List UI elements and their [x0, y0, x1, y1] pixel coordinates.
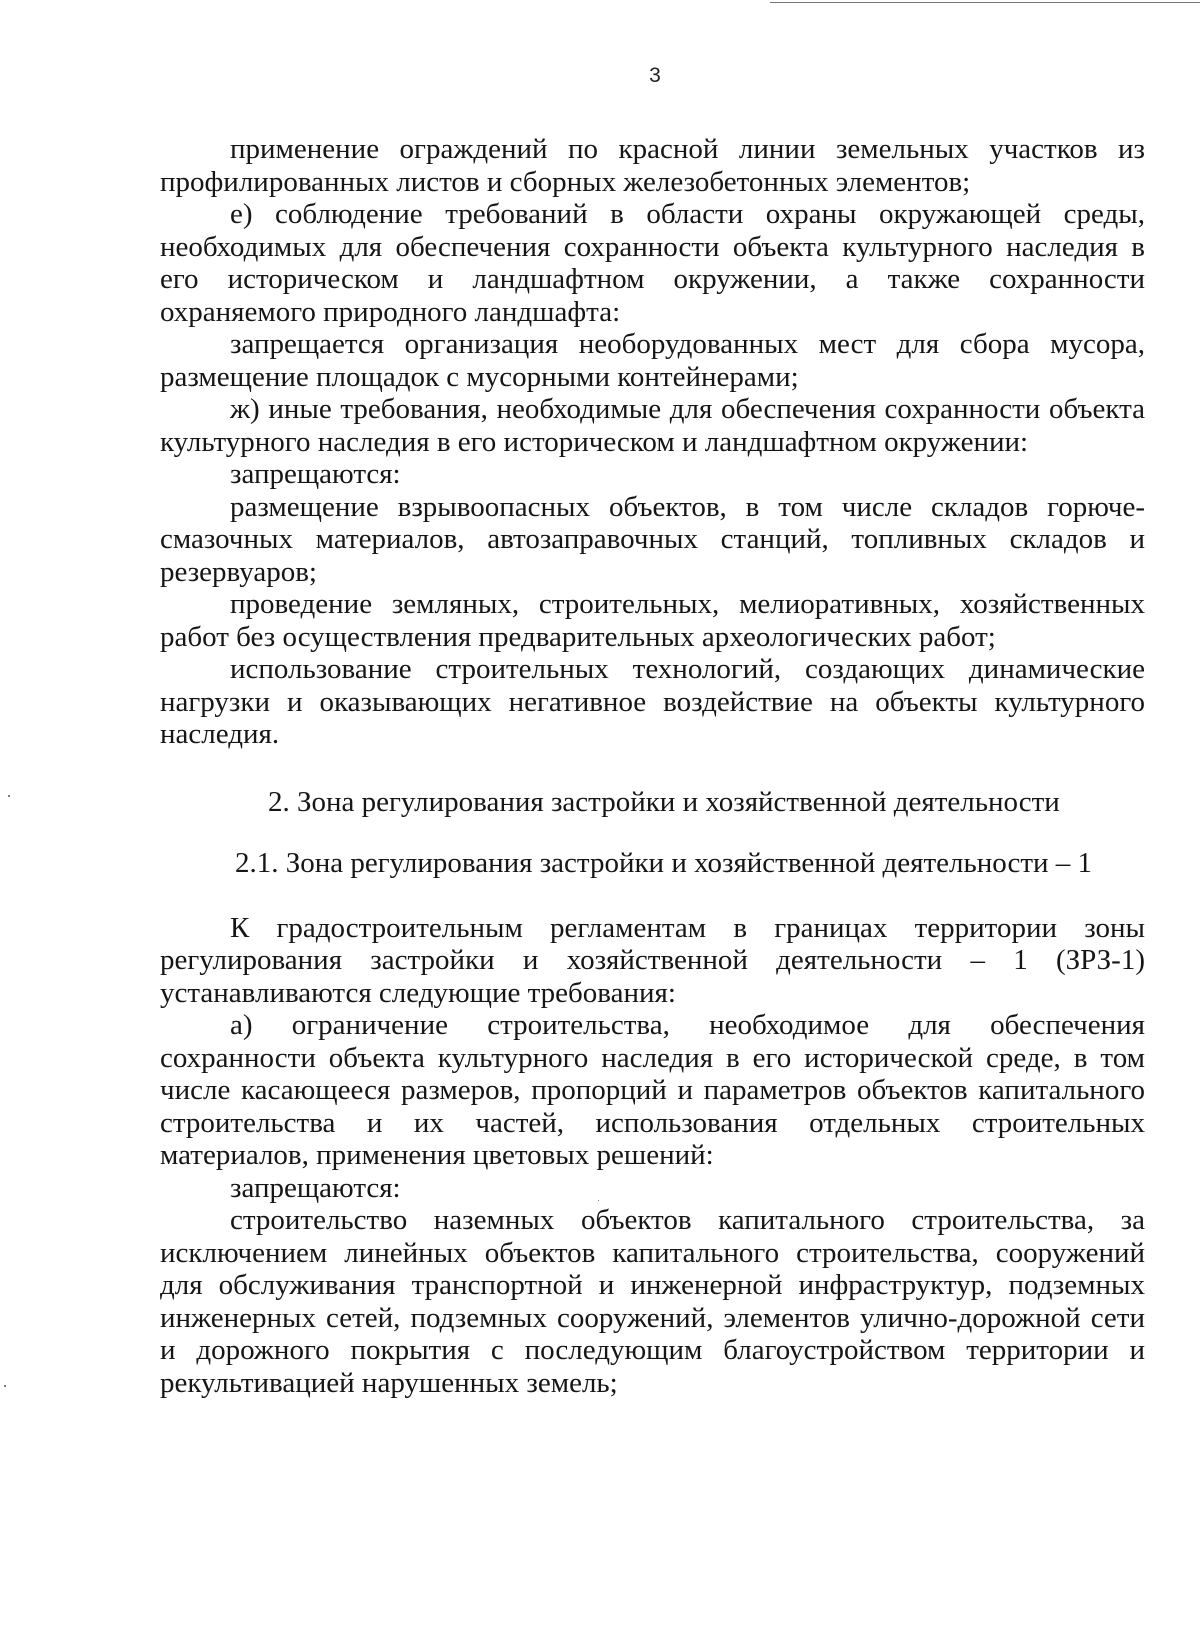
- section-heading-2: 2. Зона регулирования застройки и хозяйственной деятельности: [268, 785, 1060, 818]
- scan-speck: [4, 1385, 6, 1387]
- paragraph-ground-construction: строительство наземных объектов капитального строительства, за исключением линейных объектов капитального строительства, сооружений для обслуживания транспортной и инженерной инфраструктур, подземных инженерных сетей, подземных сооружений, элементов улично-дорожной сети и дорожного покрытия с последующим благоустройством территории и рекультивацией нарушенных земель;: [160, 1204, 1145, 1399]
- scan-speck: [598, 1200, 599, 1201]
- paragraph-fences: применение ограждений по красной линии земельных участков из профилированных листов и сборных железобетонных элементов;: [160, 133, 1145, 198]
- subsection-heading-2-1: 2.1. Зона регулирования застройки и хозяйственной деятельности – 1: [235, 847, 1093, 879]
- paragraph-item-a: а) ограничение строительства, необходимое для обеспечения сохранности объекта культурного наследия в его исторической среде, в том числе касающееся размеров, пропорций и параметров объектов капитального строительства и их частей, использования отдельных строительных материалов, применения цветовых решений:: [160, 1009, 1145, 1171]
- document-body: [160, 133, 1145, 1399]
- paragraph-construction-technologies: использование строительных технологий, создающих динамические нагрузки и оказывающих негативное воздействие на объекты культурного наследия.: [160, 653, 1145, 750]
- paragraph-item-zh: ж) иные требования, необходимые для обеспечения сохранности объекта культурного наследия в его историческом и ландшафтном окружении:: [160, 393, 1145, 458]
- paragraph-earthworks: проведение земляных, строительных, мелиоративных, хозяйственных работ без осуществления предварительных археологических работ;: [160, 588, 1145, 653]
- paragraph-prohibited-1: запрещаются:: [230, 458, 401, 490]
- paragraph-garbage-prohibition: запрещается организация необорудованных мест для сбора мусора, размещение площадок с мусорными контейнерами;: [160, 328, 1145, 393]
- paragraph-zrz1-intro: К градостроительным регламентам в границах территории зоны регулирования застройки и хозяйственной деятельности – 1 (ЗРЗ-1) устанавливаются следующие требования:: [160, 911, 1145, 1009]
- scan-top-edge-line: [770, 2, 1200, 3]
- paragraph-explosive-objects: размещение взрывоопасных объектов, в том числе складов горюче-смазочных материалов, автозаправочных станций, топливных складов и резервуаров;: [160, 490, 1145, 588]
- paragraph-item-e: е) соблюдение требований в области охраны окружающей среды, необходимых для обеспечения сохранности объекта культурного наследия в его историческом и ландшафтном окружении, а также сохранности охраняемого природного ландшафта:: [160, 198, 1145, 328]
- scan-speck: [8, 795, 10, 797]
- page-number: 3: [649, 64, 661, 87]
- paragraph-prohibited-2: запрещаются:: [230, 1171, 401, 1204]
